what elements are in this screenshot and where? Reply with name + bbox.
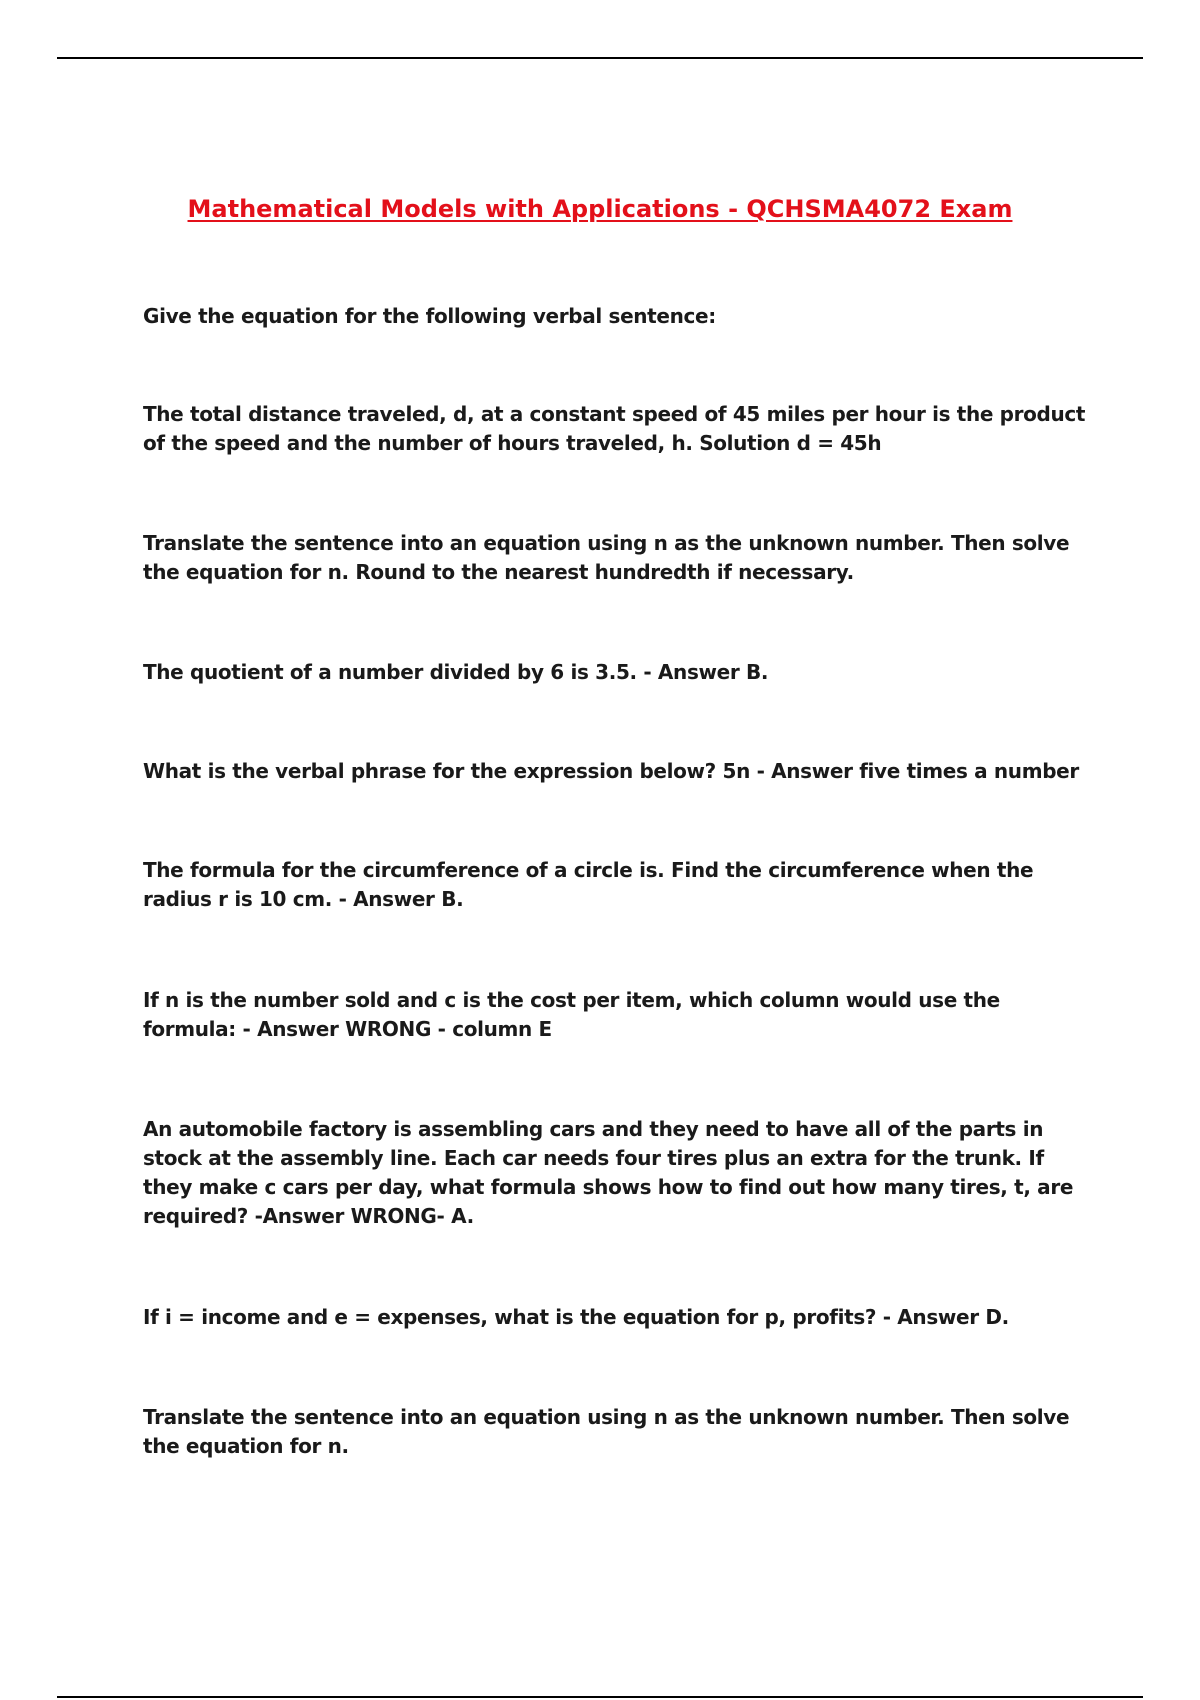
paragraph-4: The quotient of a number divided by 6 is 3.5. - Answer B. bbox=[143, 660, 769, 684]
paragraph-6: The formula for the circumference of a circle is. Find the circumference when the radius r is 10 cm. - Answer B. bbox=[143, 858, 1034, 911]
paragraph-8: An automobile factory is assembling cars and they need to have all of the parts in stock at the assembly line. Each car needs four tires plus an extra for the trunk. If they make c cars per day, what formula shows how to find out how many tires, t, are required? -Answer WRONG- A. bbox=[143, 1117, 1074, 1228]
top-rule bbox=[57, 57, 1143, 59]
paragraph-10: Translate the sentence into an equation using n as the unknown number. Then solve the equation for n. bbox=[143, 1405, 1070, 1458]
page-title bbox=[0, 194, 1200, 224]
paragraph-3: Translate the sentence into an equation using n as the unknown number. Then solve the equation for n. Round to the nearest hundredth if necessary. bbox=[143, 531, 1070, 584]
paragraph-7: If n is the number sold and c is the cost per item, which column would use the formula: - Answer WRONG - column E bbox=[143, 988, 1000, 1041]
paragraph-2: The total distance traveled, d, at a constant speed of 45 miles per hour is the product of the speed and the number of hours traveled, h. Solution d = 45h bbox=[143, 402, 1086, 455]
paragraph-9: If i = income and e = expenses, what is the equation for p, profits? - Answer D. bbox=[143, 1305, 1009, 1329]
paragraph-5: What is the verbal phrase for the expression below? 5n - Answer five times a number bbox=[143, 759, 1079, 783]
page-title-text: Mathematical Models with Applications - QCHSMA4072 Exam bbox=[187, 195, 1013, 223]
paragraph-1: Give the equation for the following verbal sentence: bbox=[143, 304, 716, 328]
bottom-rule bbox=[57, 1696, 1143, 1698]
